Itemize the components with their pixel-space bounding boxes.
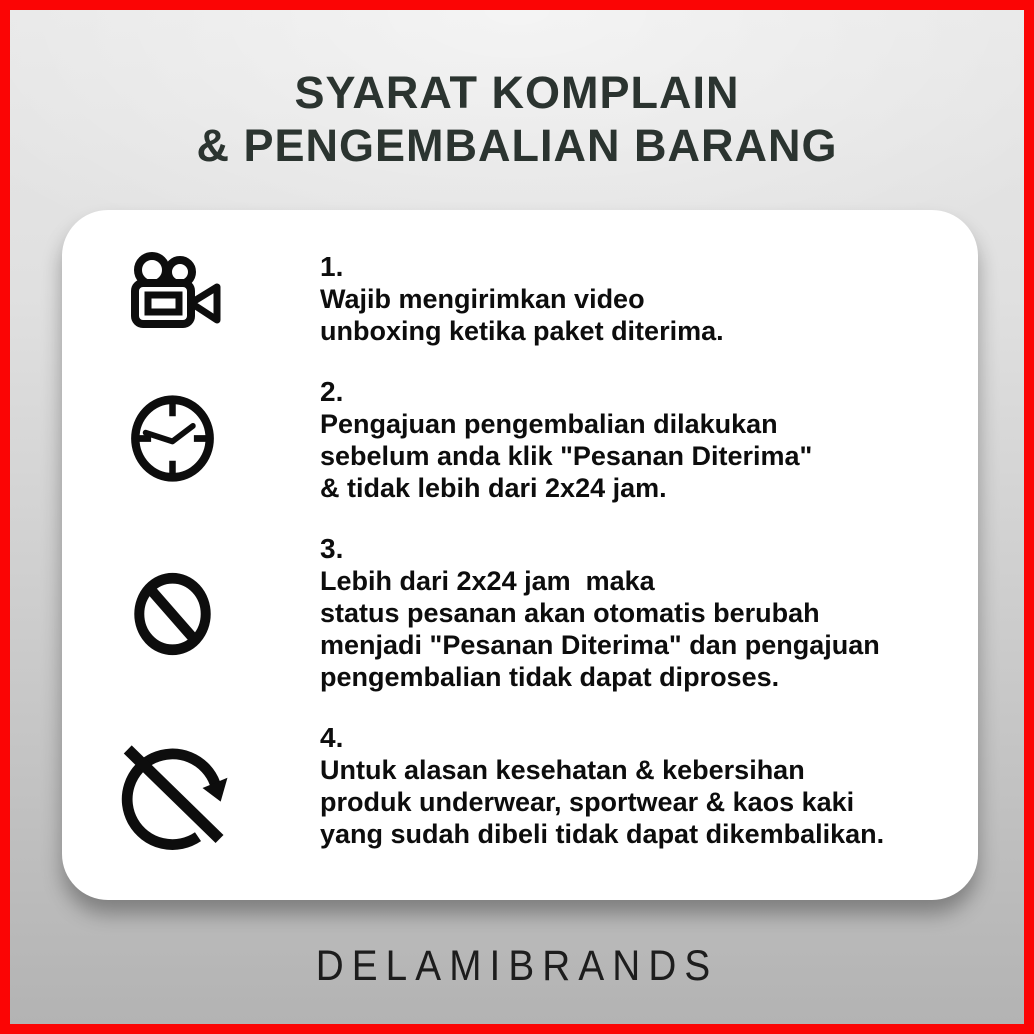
rule-text-line: unboxing ketika paket diterima. (320, 316, 724, 346)
rule-number: 3. (320, 533, 344, 564)
rule-text-line: status pesanan akan otomatis berubah (320, 598, 820, 628)
rule-item (62, 375, 978, 504)
rule-item (62, 721, 978, 856)
prohibited-icon (62, 532, 282, 663)
rule-number: 2. (320, 376, 344, 407)
page-title (10, 66, 1024, 172)
rule-text-line: pengembalian tidak dapat diproses. (320, 662, 780, 692)
rule-text-line: produk underwear, sportwear & kaos kaki (320, 787, 855, 817)
rule-text-line: yang sudah dibeli tidak dapat dikembalikan. (320, 819, 885, 849)
rule-number: 4. (320, 722, 344, 753)
rule-text (320, 754, 884, 850)
rule-text-line: Untuk alasan kesehatan & kebersihan (320, 755, 805, 785)
rule-item (62, 532, 978, 693)
video-camera-icon (62, 250, 282, 336)
rule-text-line: Wajib mengirimkan video (320, 284, 645, 314)
rule-text-line: Lebih dari 2x24 jam maka (320, 566, 655, 596)
rule-text (320, 408, 812, 504)
rule-number: 1. (320, 251, 344, 282)
page-title-line1: SYARAT KOMPLAIN (294, 67, 740, 118)
rule-text-line: menjadi "Pesanan Diterima" dan pengajuan (320, 630, 880, 660)
rule-text (320, 283, 724, 347)
clock-icon (62, 375, 282, 487)
rules-card (62, 210, 978, 900)
brand-logo: DELAMIBRANDS (315, 942, 719, 990)
no-return-icon (62, 721, 282, 856)
rule-text (320, 565, 880, 693)
rule-item (62, 250, 978, 347)
page-title-line2: & PENGEMBALIAN BARANG (196, 120, 838, 171)
rule-text-line: Pengajuan pengembalian dilakukan (320, 409, 778, 439)
rule-text-line: & tidak lebih dari 2x24 jam. (320, 473, 667, 503)
rule-text-line: sebelum anda klik "Pesanan Diterima" (320, 441, 813, 471)
rules-list (62, 250, 978, 856)
